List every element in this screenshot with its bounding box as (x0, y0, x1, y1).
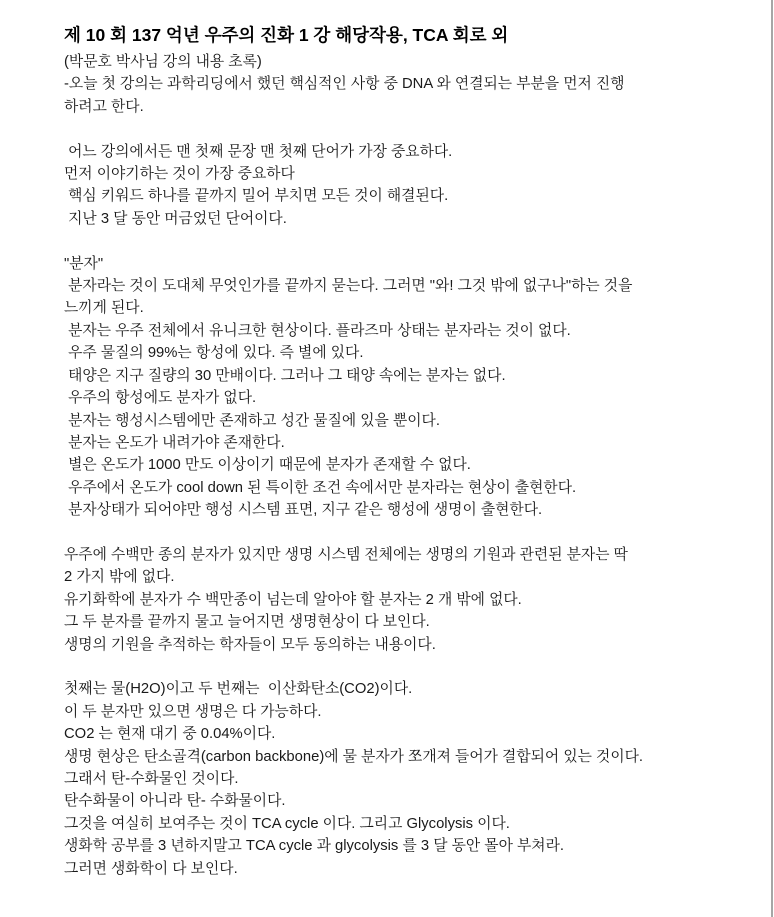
text-line: 첫째는 물(H2O)이고 두 번째는 이산화탄소(CO2)이다. (64, 681, 413, 698)
blank-line (64, 656, 714, 678)
text-line: 분자상태가 되어야만 행성 시스템 표면, 지구 같은 행성에 생명이 출현한다. (64, 502, 543, 519)
text-line: "분자" (64, 255, 104, 272)
text-line: 유기화학에 분자가 수 백만종이 넘는데 알아야 할 분자는 2 개 밖에 없다. (64, 591, 522, 608)
text-line: 별은 온도가 1000 만도 이상이기 때문에 분자가 존재할 수 없다. (64, 457, 471, 474)
document-body (64, 73, 714, 880)
text-line: CO2 는 현재 대기 중 0.04%이다. (64, 726, 276, 743)
text-line: 우주에서 온도가 cool down 된 특이한 조건 속에서만 분자라는 현상이 출현한다. (64, 479, 577, 496)
text-line: 분자는 온도가 내려가야 존재한다. (64, 434, 285, 451)
text-line: 생명 현상은 탄소골격(carbon backbone)에 물 분자가 쪼개져 들어가 결합되어 있는 것이다. (64, 748, 644, 765)
page-right-edge-rule (771, 0, 773, 917)
text-line: 우주의 항성에도 분자가 없다. (64, 390, 257, 407)
text-line: -오늘 첫 강의는 과학리딩에서 했던 핵심적인 사항 중 DNA 와 연결되는 부분을 먼저 진행 (64, 76, 625, 93)
text-line: 그래서 탄-수화물인 것이다. (64, 771, 239, 787)
text-line: 그러면 생화학이 다 보인다. (64, 860, 238, 877)
text-line: 어느 강의에서든 맨 첫째 문장 맨 첫째 단어가 가장 중요하다. (64, 143, 453, 160)
blank-line (64, 230, 714, 252)
blank-line (64, 522, 714, 544)
text-line: 지난 3 달 동안 머금었던 단어이다. (64, 210, 287, 227)
text-line: 이 두 분자만 있으면 생명은 다 가능하다. (64, 703, 322, 720)
text-line: 우주에 수백만 종의 분자가 있지만 생명 시스템 전체에는 생명의 기원과 관련된 분자는 딱 (64, 546, 628, 563)
text-line: 태양은 지구 질량의 30 만배이다. 그러나 그 태양 속에는 분자는 없다. (64, 367, 506, 384)
text-line: 분자는 행성시스템에만 존재하고 성간 물질에 있을 뿐이다. (64, 412, 440, 429)
blank-line (64, 118, 714, 140)
text-line: 탄수화물이 아니라 탄- 수화물이다. (64, 793, 286, 810)
text-line: 하려고 한다. (64, 98, 144, 115)
text-line: 우주 물질의 99%는 항성에 있다. 즉 별에 있다. (64, 345, 364, 362)
text-line: 핵심 키워드 하나를 끝까지 밀어 부치면 모든 것이 해결된다. (64, 188, 449, 205)
document-subtitle: (박문호 박사님 강의 내용 초록) (64, 54, 262, 70)
text-line: 분자는 우주 전체에서 유니크한 현상이다. 플라즈마 상태는 분자라는 것이 없다. (64, 322, 571, 339)
text-line: 그것을 여실히 보여주는 것이 TCA cycle 이다. 그리고 Glycolysis 이다. (64, 815, 510, 832)
text-line: 분자라는 것이 도대체 무엇인가를 끝까지 묻는다. 그러면 "와! 그것 밖에 없구나"하는 것을 (64, 278, 633, 295)
text-line: 느끼게 된다. (64, 300, 144, 317)
text-line: 생명의 기원을 추적하는 학자들이 모두 동의하는 내용이다. (64, 636, 436, 653)
document-title: 제 10 회 137 억년 우주의 진화 1 강 해당작용, TCA 회로 외 (64, 25, 509, 45)
text-line: 먼저 이야기하는 것이 가장 중요하다 (64, 166, 295, 183)
text-line: 그 두 분자를 끝까지 물고 늘어지면 생명현상이 다 보인다. (64, 614, 430, 631)
text-line: 생화학 공부를 3 년하지말고 TCA cycle 과 glycolysis 를 3 달 동안 몰아 부쳐라. (64, 838, 564, 855)
text-line: 2 가지 밖에 없다. (64, 569, 175, 586)
